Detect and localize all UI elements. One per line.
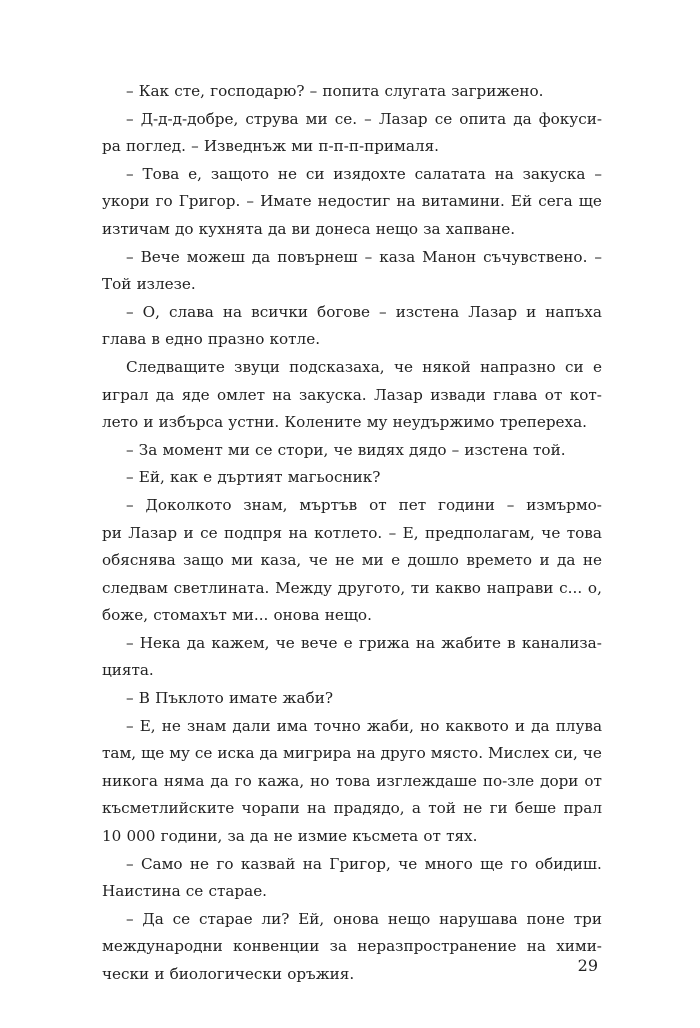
text-line: – Д-д-д-добре, струва ми се. – Лазар се опита да фокуси- [126, 109, 602, 128]
text-line: глава в едно празно котле. [102, 330, 321, 349]
text-line: – Нека да кажем, че вече е грижа на жабите в канализа- [126, 633, 602, 652]
text-line: – Вече можеш да повърнеш – каза Манон съчувствено. – [126, 247, 602, 266]
text-line: – В Пъклото имате жаби? [126, 689, 333, 708]
text-line: Следващите звуци подсказаха, че някой напразно си е [126, 357, 602, 376]
text-line: – Как сте, господарю? – попита слугата загрижено. [126, 82, 544, 100]
text-line: укори го Григор. – Имате недостиг на витамини. Ей сега ще [102, 192, 602, 211]
text-line: ра поглед. – Изведнъж ми п-п-п-прималя. [102, 137, 439, 156]
text-line: късметлийските чорапи на прадядо, а той не ги беше прал [102, 799, 602, 818]
page-number: 29 [577, 956, 598, 975]
text-line: – Е, не знам дали има точно жаби, но каквото и да плува [126, 716, 602, 735]
text-line: ри Лазар и се подпря на котлето. – Е, предполагам, че това [102, 523, 602, 542]
text-line: – Това е, защото не си изядохте салатата на закуска – [126, 164, 602, 183]
text-line: – Само не го казвай на Григор, че много ще го обидиш. [126, 854, 602, 873]
text-line: чески и биологически оръжия. [102, 965, 355, 983]
text-line: – Доколкото знам, мъртъв от пет години – измърмо- [126, 495, 602, 514]
body-text [102, 78, 602, 989]
text-line: следвам светлината. Между другото, ти какво направи с... о, [102, 578, 602, 597]
text-line: изтичам до кухнята да ви донеса нещо за хапване. [102, 219, 516, 238]
text-line: – За момент ми се стори, че видях дядо – изстена той. [126, 440, 566, 459]
text-line: международни конвенции за неразпространение на хими- [102, 937, 602, 956]
text-line: обяснява защо ми каза, че не ми е дошло времето и да не [102, 551, 602, 570]
text-line: Той излезе. [102, 275, 196, 294]
text-line: боже, стомахът ми... онова нещо. [102, 606, 372, 625]
text-line: Наистина се старае. [102, 882, 268, 901]
text-line: играл да яде омлет на закуска. Лазар извади глава от кот- [102, 385, 602, 404]
text-line: 10 000 години, за да не измие късмета от тях. [102, 827, 478, 846]
text-line: – Ей, как е дъртият магьосник? [126, 468, 381, 487]
text-line: лето и избърса устни. Колените му неудържимо трепереха. [102, 413, 587, 432]
text-line: цията. [102, 661, 154, 680]
text-line: – О, слава на всички богове – изстена Лазар и напъха [126, 302, 602, 321]
text-line: там, ще му се иска да мигрира на друго място. Мислех си, че [102, 744, 602, 763]
text-line: никога няма да го кажа, но това изглеждаше по-зле дори от [102, 771, 602, 790]
text-line: – Да се старае ли? Ей, онова нещо нарушава поне три [126, 909, 602, 928]
